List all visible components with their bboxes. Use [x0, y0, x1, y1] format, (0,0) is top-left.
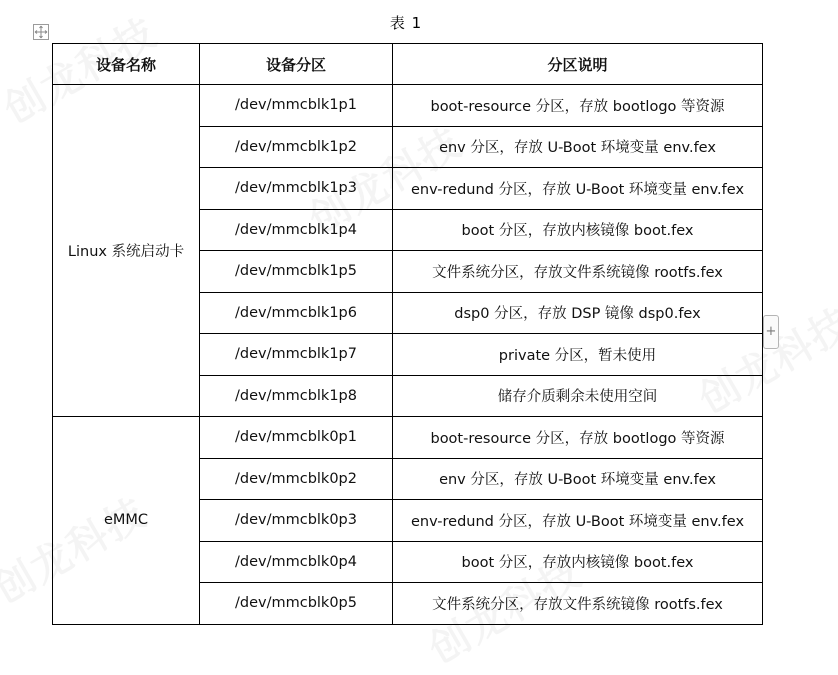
partition-cell: /dev/mmcblk1p2: [200, 126, 393, 168]
description-cell: boot-resource 分区，存放 bootlogo 等资源: [393, 417, 763, 459]
description-cell: env-redund 分区，存放 U-Boot 环境变量 env.fex: [393, 168, 763, 210]
description-cell: 文件系统分区，存放文件系统镜像 rootfs.fex: [393, 583, 763, 625]
description-cell: boot 分区，存放内核镜像 boot.fex: [393, 541, 763, 583]
table-header-row: [53, 44, 763, 85]
partition-cell: /dev/mmcblk1p6: [200, 292, 393, 334]
header-partition-description: 分区说明: [393, 44, 763, 85]
description-cell: 储存介质剩余未使用空间: [393, 375, 763, 417]
table-row: [53, 85, 763, 127]
description-cell: boot-resource 分区，存放 bootlogo 等资源: [393, 85, 763, 127]
device-name-cell: Linux 系统启动卡: [53, 85, 200, 417]
partition-cell: /dev/mmcblk1p4: [200, 209, 393, 251]
partition-cell: /dev/mmcblk0p1: [200, 417, 393, 459]
description-cell: boot 分区，存放内核镜像 boot.fex: [393, 209, 763, 251]
add-row-button[interactable]: +: [763, 315, 779, 349]
partition-cell: /dev/mmcblk1p3: [200, 168, 393, 210]
description-cell: dsp0 分区，存放 DSP 镜像 dsp0.fex: [393, 292, 763, 334]
partition-cell: /dev/mmcblk1p7: [200, 334, 393, 376]
device-name-cell: eMMC: [53, 417, 200, 625]
table-caption: 表 1: [389, 14, 423, 32]
partition-cell: /dev/mmcblk0p2: [200, 458, 393, 500]
partition-table: [52, 43, 763, 625]
description-cell: private 分区，暂未使用: [393, 334, 763, 376]
header-device-name: 设备名称: [53, 44, 200, 85]
description-cell: 文件系统分区，存放文件系统镜像 rootfs.fex: [393, 251, 763, 293]
description-cell: env 分区，存放 U-Boot 环境变量 env.fex: [393, 126, 763, 168]
description-cell: env-redund 分区，存放 U-Boot 环境变量 env.fex: [393, 500, 763, 542]
partition-cell: /dev/mmcblk0p3: [200, 500, 393, 542]
partition-cell: /dev/mmcblk1p5: [200, 251, 393, 293]
table-row: [53, 417, 763, 459]
description-cell: env 分区，存放 U-Boot 环境变量 env.fex: [393, 458, 763, 500]
partition-cell: /dev/mmcblk1p1: [200, 85, 393, 127]
partition-cell: /dev/mmcblk0p4: [200, 541, 393, 583]
header-device-partition: 设备分区: [200, 44, 393, 85]
partition-cell: /dev/mmcblk1p8: [200, 375, 393, 417]
partition-cell: /dev/mmcblk0p5: [200, 583, 393, 625]
